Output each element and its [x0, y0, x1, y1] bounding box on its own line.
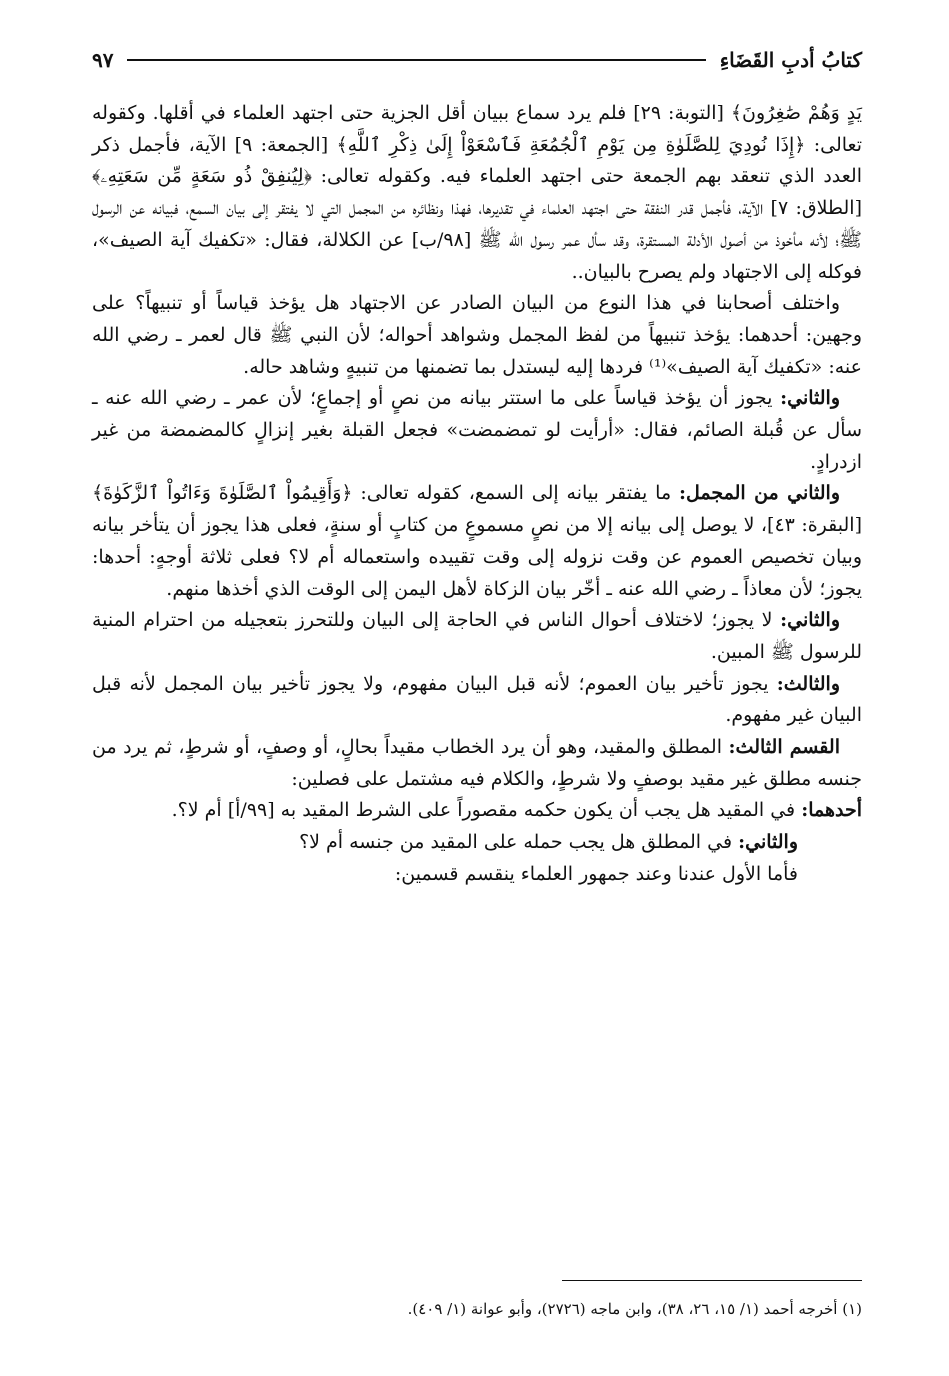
book-page	[92, 40, 862, 1340]
paragraph-text: يجوز تأخير بيان العموم؛ لأنه قبل البيان مفهوم، ولا يجوز تأخير بيان المجمل لأنه قبل البيان غير مفهوم.	[92, 672, 862, 727]
paragraph-3	[92, 383, 862, 478]
paragraph-lead: والثاني:	[780, 609, 840, 632]
main-text	[92, 98, 862, 891]
paragraph-10	[92, 859, 862, 891]
paragraph-6	[92, 669, 862, 732]
paragraph-text: واختلف أصحابنا في هذا النوع من البيان الصادر عن الاجتهاد هل يؤخذ قياساً أو تنبيهاً؟ على وجهين: أحدهما: يؤخذ تنبيهاً من لفظ المجمل وشواهد أحواله؛ لأن النبي ﷺ قال لعمر ـ رضي الله عنه: «تكفيك آية الصيف»⁽¹⁾ فردها إليه ليستدل بما تضمنها من تنبيهٍ وشاهد حاله.	[92, 292, 862, 378]
paragraph-lead: والثاني:	[780, 387, 840, 410]
footnote: (١) أخرجه أحمد (١/ ١٥، ٢٦، ٣٨)، وابن ماجه (٢٧٢٦)، وأبو عوانة (١/ ٤٠٩).	[407, 1300, 862, 1318]
footnote-separator	[562, 1280, 862, 1281]
paragraph-text: يَدٍ وَهُمْ صَٰغِرُونَ﴾ [التوبة: ٢٩] فلم يرد سماع ببيان أقل الجزية حتى اجتهد العلماء في أقلها. وكقوله تعالى: ﴿إِذَا نُودِيَ لِلصَّلَوٰةِ مِن يَوْمِ ٱلْجُمُعَةِ فَٱسْعَوْاْ إِلَىٰ ذِكْرِ ٱللَّهِ﴾ [الجمعة: ٩] الآية، فأجمل ذكر العدد الذي تنعقد بهم الجمعة حتى اجتهد العلماء فيه. وكقوله تعالى: ﴿لِيُنفِقْ ذُو سَعَةٍ مِّن سَعَتِهِۦ﴾ [الطلاق: ٧] الآية، فأجمل قدر النفقة حتى اجتهد العلماء في تقديرها، فهذا ونظائره من المجمل التي لا يفتقر إلى بيان السمع، فبيانه عن الرسول ﷺ؛ لأنه مأخوذ من أصول الأدلة المستقرة، وقد سأل عمر رسول الله ﷺ [٩٨/ب] عن الكلالة، فقال: «تكفيك آية الصيف»، فوكله إلى الاجتهاد ولم يصرح بالبيان..	[92, 102, 863, 283]
running-header	[92, 40, 862, 80]
book-title: كتابُ أدبِ القَضَاءِ	[719, 48, 862, 72]
header-rule	[127, 59, 705, 61]
page-number: ٩٧	[92, 48, 114, 72]
paragraph-5	[92, 605, 862, 668]
paragraph-4	[92, 478, 862, 605]
paragraph-1	[92, 98, 862, 288]
paragraph-lead: أحدهما:	[801, 799, 862, 822]
paragraph-text: ما يفتقر بيانه إلى السمع، كقوله تعالى: ﴿وَأَقِيمُواْ ٱلصَّلَوٰةَ وَءَاتُواْ ٱلزَّكَوٰةَ﴾ [البقرة: ٤٣]، لا يوصل إلى بيانه إلا من نصٍ مسموعٍ من كتابٍ أو سنةٍ، فعلى هذا يجوز أن يتأخر بيانه وبيان تخصيص العموم عن وقت نزوله إلى وقت تقييده واستعماله أم لا؟ فعلى ثلاثة أوجهٍ: أحدها: يجوز؛ لأن معاذاً ـ رضي الله عنه ـ أخّر بيان الزكاة لأهل اليمن إلى الوقت الذي أخذها منهم.	[92, 482, 862, 600]
paragraph-lead: والثاني من المجمل:	[678, 482, 840, 505]
paragraph-8	[92, 795, 862, 827]
paragraph-7	[92, 732, 862, 795]
paragraph-text: في المقيد هل يجب أن يكون حكمه مقصوراً على الشرط المقيد به [٩٩/أ] أم لا؟.	[171, 799, 802, 822]
paragraph-text: يجوز أن يؤخذ قياساً على ما استتر بيانه من نصٍ أو إجماعٍ؛ لأن عمر ـ رضي الله عنه ـ سأل عن قُبلة الصائم، فقال: «أرأيت لو تمضمضت» فجعل القبلة بغير إنزالٍ كالمضمضة من غير ازدرادٍ.	[92, 387, 862, 473]
paragraph-text: لا يجوز؛ لاختلاف أحوال الناس في الحاجة إلى البيان وللتحرز بتعجيله من احترام المنية للرسول ﷺ المبين.	[92, 609, 862, 663]
paragraph-lead: والثالث:	[776, 672, 840, 695]
paragraph-lead: والثاني:	[738, 831, 798, 854]
paragraph-text: المطلق والمقيد، وهو أن يرد الخطاب مقيداً بحالٍ، أو وصفٍ، أو شرطٍ، ثم يرد من جنسه مطلق غير مقيد بوصفٍ ولا شرطٍ، والكلام فيه مشتمل على فصلين:	[92, 736, 862, 790]
paragraph-text: فأما الأول عندنا وعند جمهور العلماء ينقسم قسمين:	[394, 862, 798, 885]
paragraph-9	[92, 827, 862, 859]
paragraph-2	[92, 288, 862, 383]
paragraph-lead: القسم الثالث:	[728, 736, 840, 759]
paragraph-text: في المطلق هل يجب حمله على المقيد من جنسه أم لا؟	[299, 831, 739, 854]
